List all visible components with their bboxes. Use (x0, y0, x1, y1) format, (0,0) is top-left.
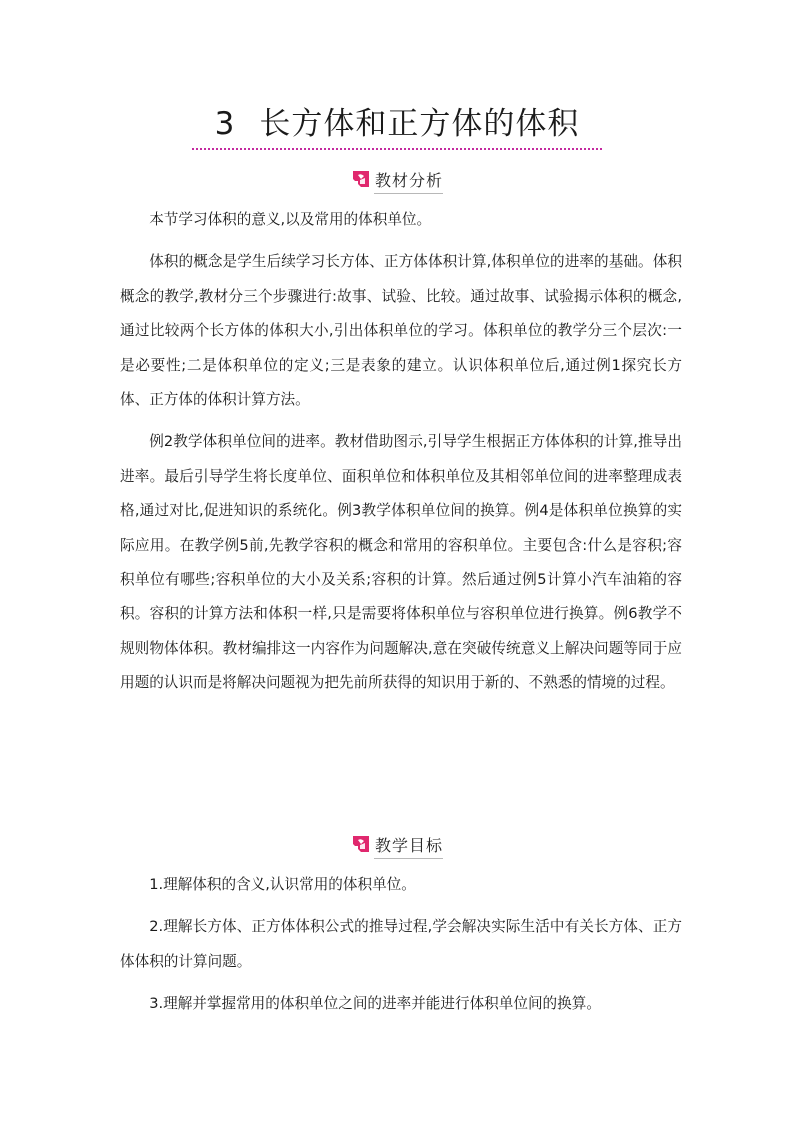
objective-item: 2.理解长方体、正方体体积公式的推导过程,学会解决实际生活中有关长方体、正方体体积的计算问题。 (120, 918, 682, 970)
section-body-objectives (120, 868, 682, 1022)
title-text: 长方体和正方体的体积 (259, 106, 580, 142)
section-heading-analysis (352, 167, 443, 191)
objective-item: 3.理解并掌握常用的体积单位之间的进率并能进行体积单位间的换算。 (149, 995, 601, 1013)
title-number: 3 (214, 106, 236, 142)
title-dotted-rule (192, 148, 602, 150)
page-title (192, 104, 602, 144)
section-heading-label: 教材分析 (375, 170, 444, 190)
pink-bookmark-icon (352, 835, 370, 853)
title-block (192, 104, 602, 150)
paragraph: 本节学习体积的意义,以及常用的体积单位。 (149, 211, 432, 228)
pink-bookmark-icon (352, 170, 370, 188)
objective-item: 1.理解体积的含义,认识常用的体积单位。 (149, 876, 416, 893)
paragraph: 体积的概念是学生后续学习长方体、正方体体积计算,体积单位的进率的基础。体积概念的教学,教材分三个步骤进行:故事、试验、比较。通过故事、试验揭示体积的概念,通过比较两个长方体的体积大小,引出体积单位的学习。体积单位的教学分三个层次:一是必要性;二是体积单位的定义;三是表象的建立。认识体积单位后,通过例1探究长方体、正方体的体积计算方法。 (120, 253, 682, 409)
section-heading-underline (374, 193, 443, 194)
section-body-analysis (120, 203, 682, 701)
paragraph: 例2教学体积单位间的进率。教材借助图示,引导学生根据正方体体积的计算,推导出进率。最后引导学生将长度单位、面积单位和体积单位及其相邻单位间的进率整理成表格,通过对比,促进知识的系统化。例3教学体积单位间的换算。例4是体积单位换算的实际应用。在教学例5前,先教学容积的概念和常用的容积单位。主要包含:什么是容积;容积单位有哪些;容积单位的大小及关系;容积的计算。然后通过例5计算小汽车油箱的容积。容积的计算方法和体积一样,只是需要将体积单位与容积单位进行换算。例6教学不规则物体体积。教材编排这一内容作为问题解决,意在突破传统意义上解决问题等同于应用题的认识而是将解决问题视为把先前所获得的知识用于新的、不熟悉的情境的过程。 (120, 433, 682, 692)
section-heading-underline (374, 858, 443, 859)
section-heading-objectives (352, 832, 443, 856)
section-heading-label: 教学目标 (375, 835, 444, 855)
